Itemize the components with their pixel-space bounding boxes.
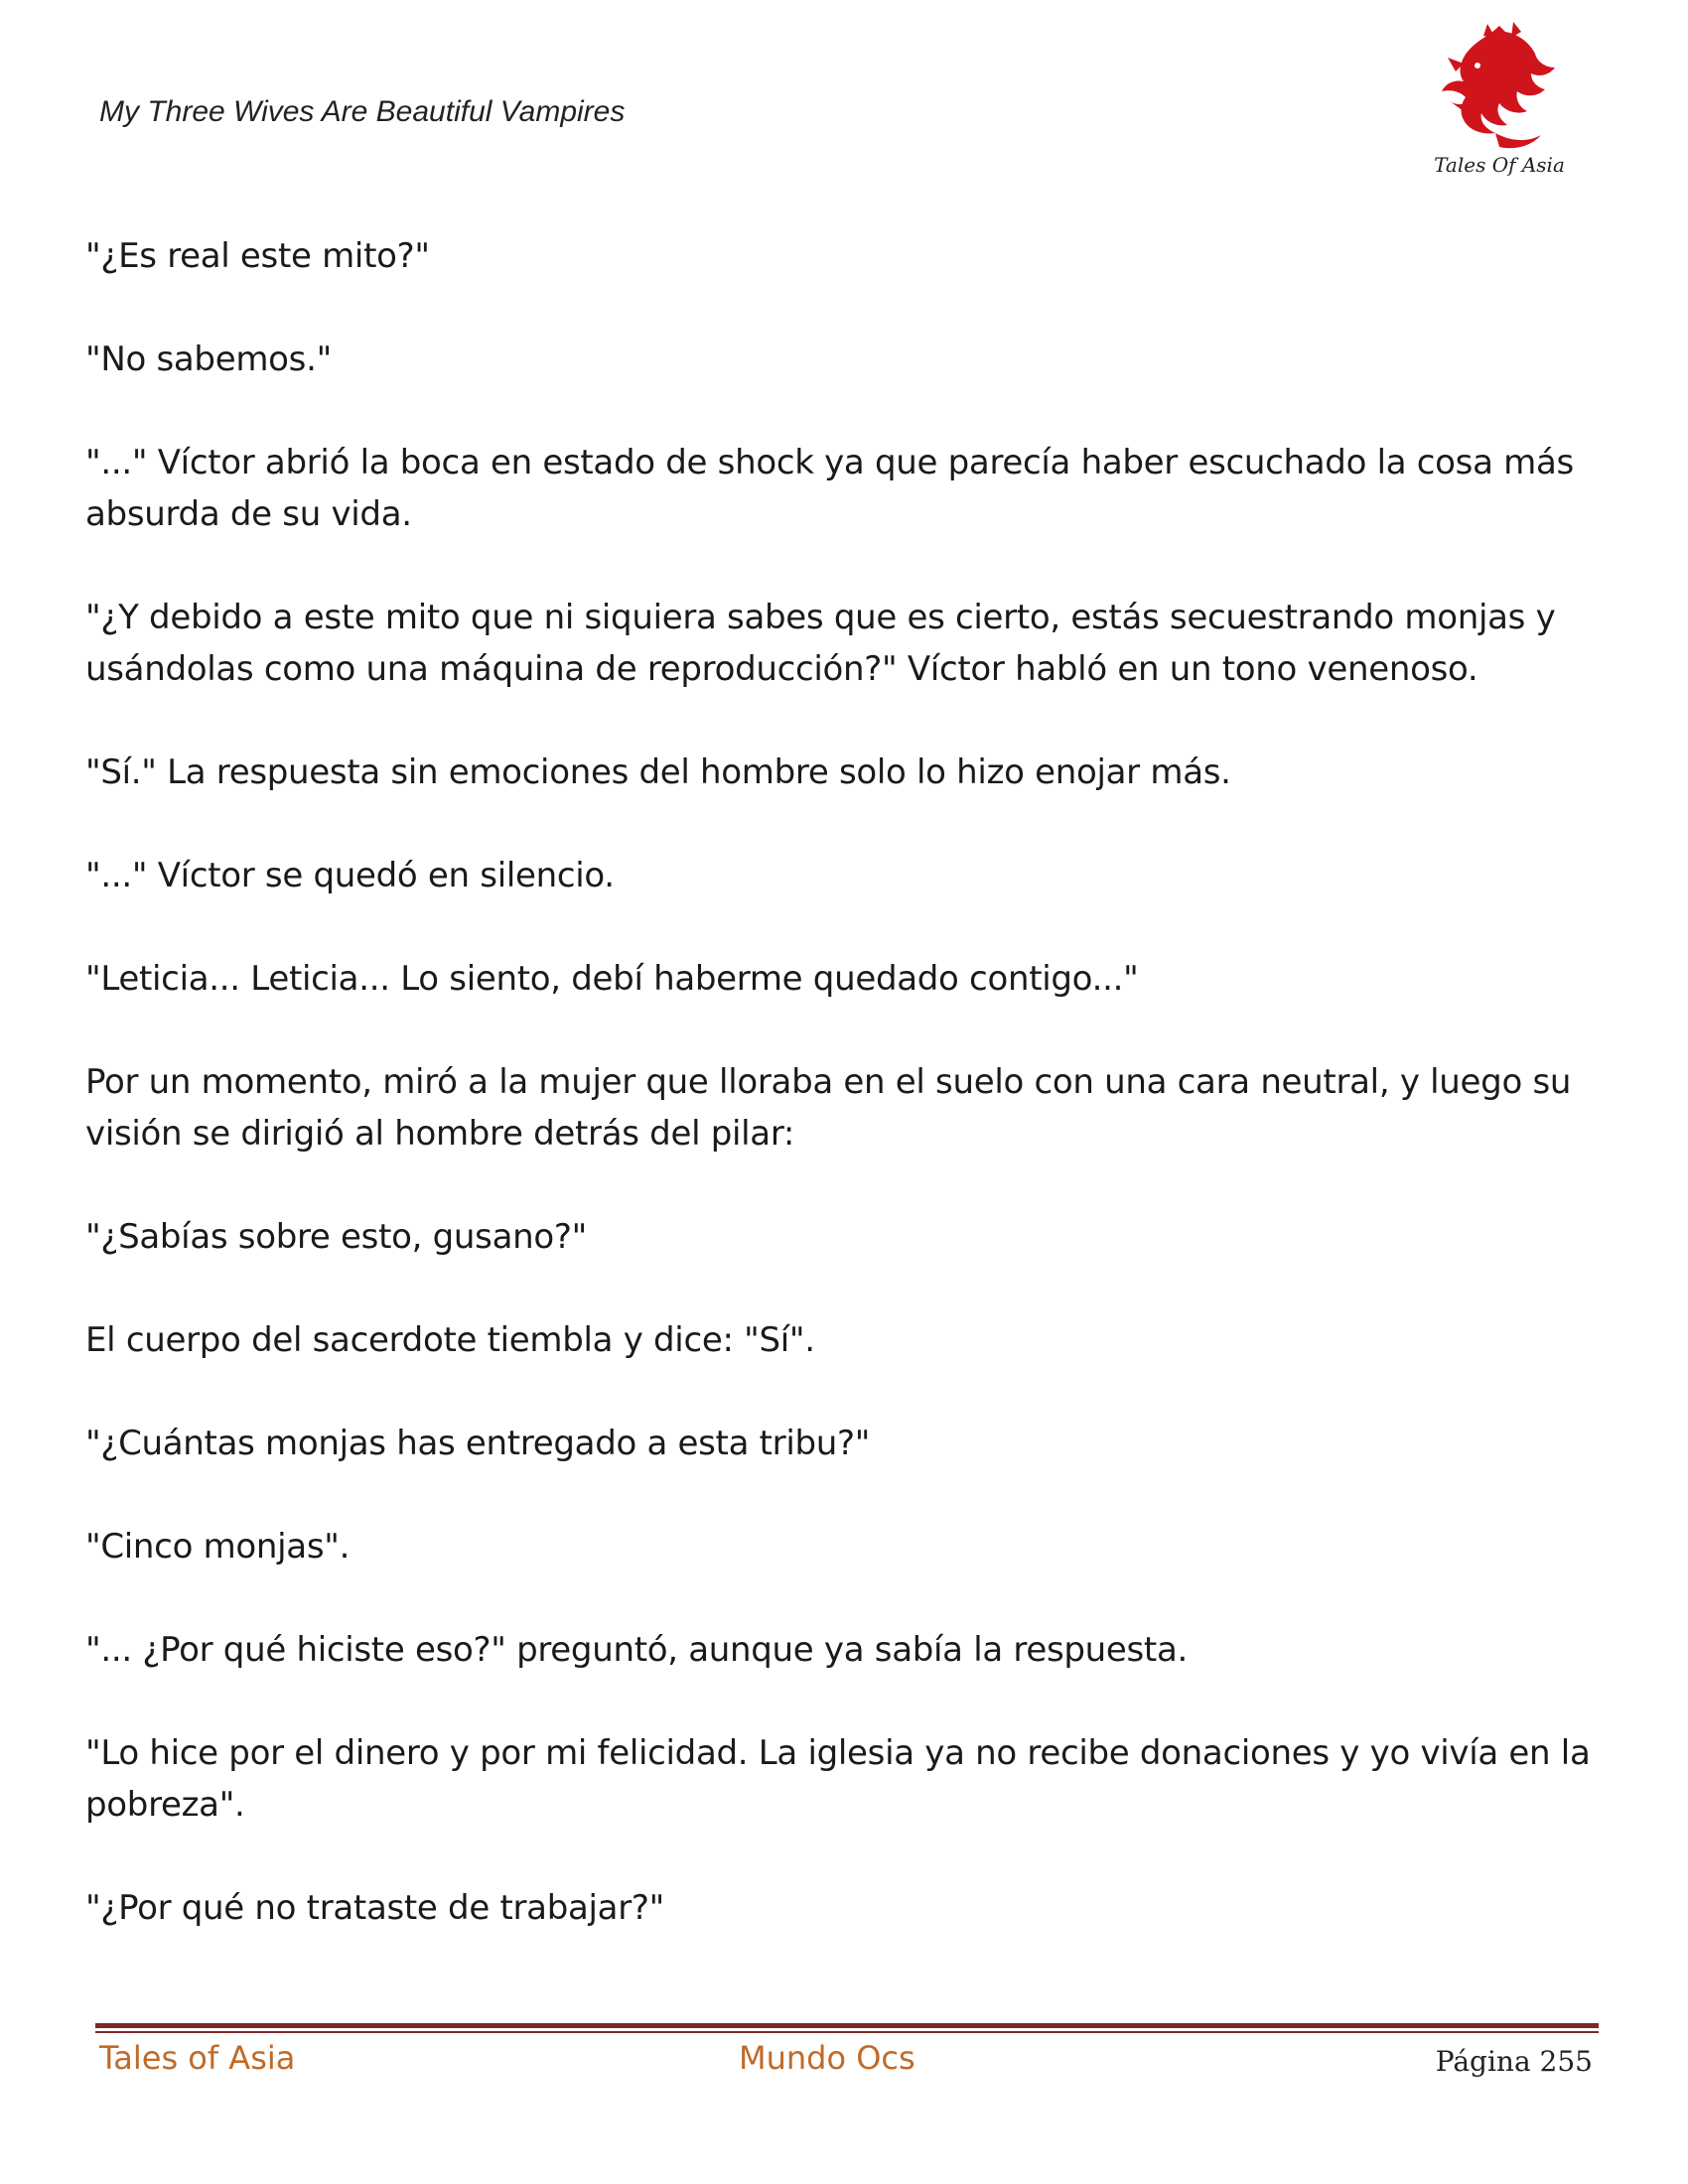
footer-divider-thin [95, 2031, 1599, 2033]
footer-divider [95, 2023, 1599, 2028]
dragon-icon [1430, 18, 1569, 157]
paragraph: "¿Por qué no trataste de trabajar?" [85, 1888, 664, 1928]
paragraph: "¿Sabías sobre esto, gusano?" [85, 1217, 587, 1257]
paragraph: "¿Y debido a este mito que ni siquiera sabes que es cierto, estás secuestrando monjas y usándolas como una máquina de reproducción?" Víctor habló en un tono venenoso. [85, 598, 1556, 689]
footer-section: Mundo Ocs [739, 2039, 915, 2077]
paragraph: "No sabemos." [85, 340, 332, 379]
footer-publisher: Tales of Asia [99, 2039, 296, 2077]
paragraph: "¿Es real este mito?" [85, 236, 430, 276]
paragraph: Por un momento, miró a la mujer que lloraba en el suelo con una cara neutral, y luego su visión se dirigió al hombre detrás del pilar: [85, 1062, 1572, 1154]
paragraph: "..." Víctor se quedó en silencio. [85, 856, 615, 895]
paragraph: "Sí." La respuesta sin emociones del hombre solo lo hizo enojar más. [85, 752, 1231, 792]
page-number: Página 255 [1435, 2045, 1593, 2078]
tales-of-asia-logo [1430, 18, 1569, 187]
paragraph: "¿Cuántas monjas has entregado a esta tribu?" [85, 1424, 871, 1463]
book-title: My Three Wives Are Beautiful Vampires [99, 95, 626, 128]
logo-text: Tales Of Asia [1434, 153, 1565, 177]
paragraph: "Leticia... Leticia... Lo siento, debí haberme quedado contigo..." [85, 959, 1139, 999]
paragraph: El cuerpo del sacerdote tiembla y dice: "Sí". [85, 1320, 815, 1360]
paragraph: "... ¿Por qué hiciste eso?" preguntó, aunque ya sabía la respuesta. [85, 1630, 1189, 1670]
paragraph: "Cinco monjas". [85, 1527, 351, 1567]
page-body [85, 230, 1615, 1985]
paragraph: "..." Víctor abrió la boca en estado de shock ya que parecía haber escuchado la cosa más absurda de su vida. [85, 443, 1574, 534]
paragraph: "Lo hice por el dinero y por mi felicidad. La iglesia ya no recibe donaciones y yo vivía en la pobreza". [85, 1733, 1591, 1825]
